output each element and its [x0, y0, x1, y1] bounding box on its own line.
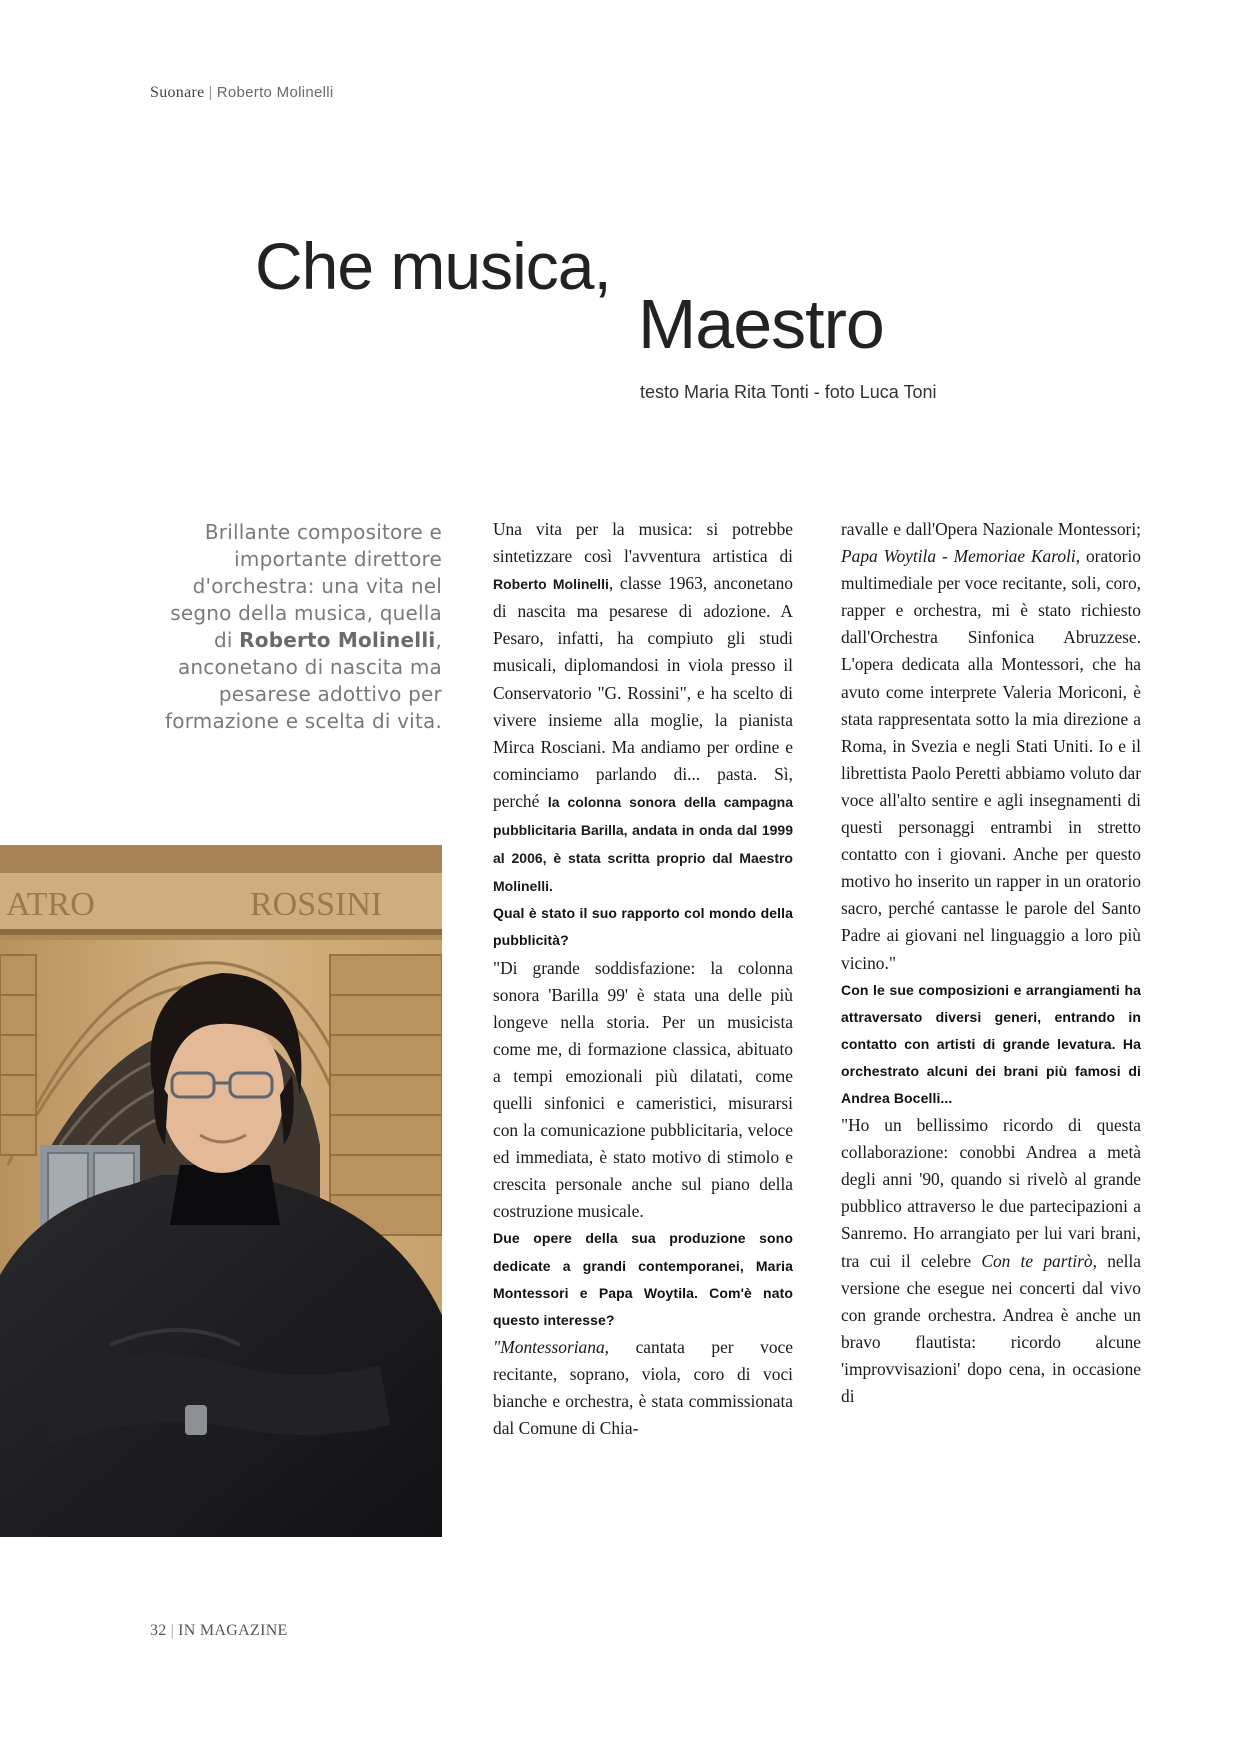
- text-run: , classe 1963, anconetano di nascita ma pesarese di adozione. A Pesaro, infatti, ha compiuto gli studi musicali, diplomandosi in viola presso il Conservatorio "G. Rossini", e ha scelto di vivere insieme alla moglie, la pianista Mirca Rosciani. Ma andiamo per ordine e cominciamo parlando di... pasta. Sì, perché: [493, 573, 793, 811]
- footer-separator: |: [170, 1622, 175, 1639]
- paragraph: [841, 1112, 1141, 1410]
- work-title: Con te partirò: [981, 1250, 1093, 1271]
- article-column-1: [493, 516, 793, 1442]
- sign-text-right: ROSSINI: [250, 886, 383, 923]
- interview-question: Qual è stato il suo rapporto col mondo della pubblicità?: [493, 905, 793, 949]
- page-header: [150, 84, 334, 102]
- text-run: Una vita per la musica: si potrebbe sintetizzare così l'avventura artistica di: [493, 519, 793, 567]
- person-name: Roberto Molinelli: [493, 576, 609, 593]
- paragraph: [841, 516, 1141, 977]
- title-line-2: Maestro: [638, 285, 884, 363]
- header-author: Roberto Molinelli: [216, 84, 334, 101]
- intro-text-a: Brillante compositore e importante direttore d'orchestra: una vita nel segno della musica, quella di: [170, 520, 442, 652]
- article-credits: testo Maria Rita Tonti - foto Luca Toni: [640, 382, 937, 402]
- text-run: , cantata per voce recitante, soprano, viola, coro di voci bianche e orchestra, è stata commissionata dal Comune di Chia-: [493, 1336, 793, 1439]
- sign-text-left: ATRO: [6, 886, 95, 923]
- magazine-name: IN MAGAZINE: [178, 1622, 288, 1639]
- interview-question: Con le sue composizioni e arrangiamenti ha attraversato diversi generi, entrando in contatto con artisti di grande levatura. Ha orchestrato alcuni dei brani più famosi di Andrea Bocelli...: [841, 981, 1141, 1106]
- work-title: Papa Woytila - Memoriae Karoli: [841, 546, 1076, 567]
- portrait-photo: [0, 845, 442, 1537]
- section-name: Suonare: [150, 84, 205, 101]
- text-run: ravalle e dall'Opera Nazionale Montessori;: [841, 519, 1141, 539]
- intro-blurb: [150, 519, 442, 735]
- page-number: 32: [150, 1622, 167, 1639]
- paragraph: [493, 516, 793, 900]
- interview-question: Due opere della sua produzione sono dedicate a grandi contemporanei, Maria Montessori e Papa Woytila. Com'è nato questo interesse?: [493, 1230, 793, 1328]
- paragraph: [493, 1334, 793, 1442]
- paragraph: "Di grande soddisfazione: la colonna sonora 'Barilla 99' è stata una delle più longeve nella storia. Per un musicista come me, di formazione classica, abituato a tempi emozionali più dilatati, come quelli sinfonici e cameristici, misurarsi con la comunicazione pubblicitaria, veloce ed immediata, è stato motivo di stimolo e crescita personale anche sul piano della costruzione musicale.: [493, 957, 793, 1222]
- text-run: "Ho un bellissimo ricordo di questa collaborazione: conobbi Andrea a metà degli anni '90, quando si rivelò al grande pubblico attraverso le due partecipazioni a Sanremo. Ho arrangiato per lui vari brani, tra cui il celebre: [841, 1115, 1141, 1271]
- intro-text-b: , anconetano di nascita ma pesarese adottivo per formazione e scelta di vita.: [165, 628, 442, 733]
- text-run: , nella versione che esegue nei concerti dal vivo con grande orchestra. Andrea è anche un bravo flautista: ricordo alcune 'improvvisazioni' dopo cena, in occasione di: [841, 1250, 1141, 1406]
- title-line-1: Che musica,: [255, 229, 611, 303]
- header-separator: |: [208, 84, 213, 101]
- article-column-2: [841, 516, 1141, 1410]
- highlight-text: la colonna sonora della campagna pubblicitaria Barilla, andata in onda dal 1999 al 2006, è stata scritta proprio dal Maestro Molinelli.: [493, 793, 794, 895]
- intro-name: Roberto Molinelli: [239, 628, 436, 652]
- page-footer: [150, 1622, 288, 1640]
- work-title: "Montessoriana: [493, 1336, 605, 1357]
- text-run: , oratorio multimediale per voce recitante, soli, coro, rapper e orchestra, mi è stato richiesto dall'Orchestra Sinfonica Abruzzese. L'opera dedicata alla Montessori, che ha avuto come interprete Valeria Moriconi, è stata rappresentata sotto la mia direzione a Roma, in Svezia e negli Stati Uniti. Io e il librettista Paolo Peretti abbiamo voluto dar voce all'alto sentire e agli insegnamenti di questi personaggi entrambi in stretto contatto con i giovani. Anche per questo motivo ho inserito un rapper in un oratorio sacro, perché cantasse le parole del Santo Padre ai giovani nel linguaggio a loro più vicino.": [841, 546, 1142, 973]
